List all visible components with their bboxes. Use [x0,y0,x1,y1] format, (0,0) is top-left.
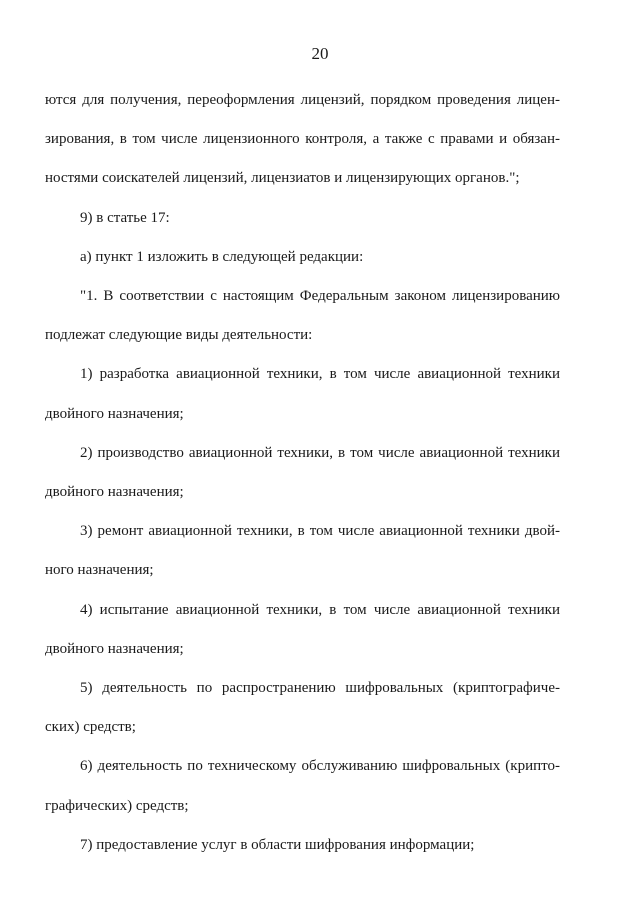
text-line: двойного назначения; [45,640,184,657]
text-line: 4) испытание авиационной техники, в том числе авиационной техники [80,601,560,618]
text-line: 6) деятельность по техническому обслуживанию шифровальных (крипто- [80,758,560,775]
text-line: "1. В соответствии с настоящим Федеральным законом лицензированию [80,288,560,304]
text-line: 7) предоставление услуг в области шифрования информации; [80,836,475,853]
text-line: ются для получения, переоформления лицензий, порядком проведения лицен- [45,92,560,108]
text-line: ских) средств; [45,719,136,736]
text-line: ностями соискателей лицензий, лицензиатов и лицензирующих органов."; [45,170,520,187]
text-line: 3) ремонт авиационной техники, в том числе авиационной техники двой- [80,523,560,540]
text-line: 5) деятельность по распространению шифровальных (криптографиче- [80,680,560,696]
text-line: 1) разработка авиационной техники, в том числе авиационной техники [80,366,560,383]
text-line: двойного назначения; [45,405,184,422]
text-line: ного назначения; [45,562,154,579]
text-line: 9) в статье 17: [80,209,170,226]
text-line: 2) производство авиационной техники, в том числе авиационной техники [80,444,560,461]
text-line: подлежат следующие виды деятельности: [45,327,313,344]
text-line: двойного назначения; [45,484,184,500]
text-line: а) пункт 1 изложить в следующей редакции: [80,248,364,265]
text-line: зирования, в том числе лицензионного контроля, а также с правами и обязан- [45,131,560,148]
page-number: 20 [311,44,329,63]
text-line: графических) средств; [45,797,189,814]
